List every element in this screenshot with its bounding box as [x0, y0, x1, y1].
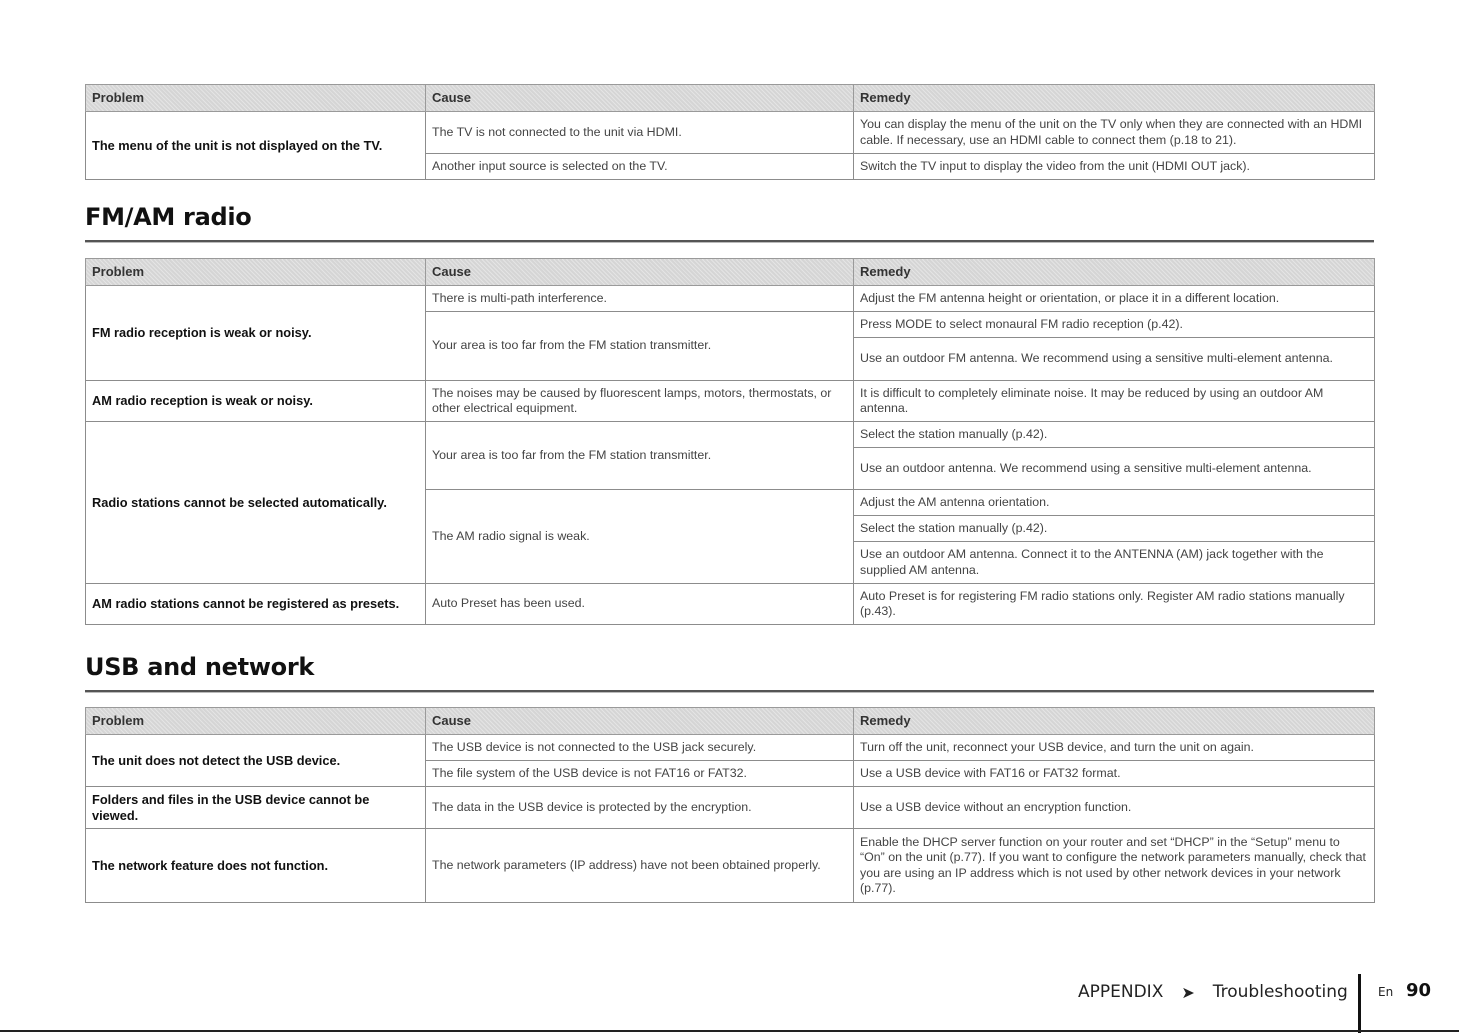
- problem-cell: Radio stations cannot be selected automatically.: [86, 422, 426, 584]
- problem-cell: The menu of the unit is not displayed on the TV.: [86, 112, 426, 180]
- cause-cell: The network parameters (IP address) have not been obtained properly.: [426, 829, 854, 903]
- remedy-cell: Turn off the unit, reconnect your USB device, and turn the unit on again.: [854, 735, 1375, 761]
- cause-cell: There is multi-path interference.: [426, 286, 854, 312]
- remedy-cell: Adjust the FM antenna height or orientation, or place it in a different location.: [854, 286, 1375, 312]
- footer-divider: [1358, 974, 1361, 1033]
- page-footer-breadcrumb: [1078, 980, 1348, 1004]
- remedy-cell: Select the station manually (p.42).: [854, 516, 1375, 542]
- cause-cell: The AM radio signal is weak.: [426, 490, 854, 584]
- problem-header: Problem: [86, 85, 426, 112]
- problem-header: Problem: [86, 259, 426, 286]
- remedy-cell: Adjust the AM antenna orientation.: [854, 490, 1375, 516]
- footer-section-label: APPENDIX: [1078, 982, 1164, 1002]
- problem-cell: The network feature does not function.: [86, 829, 426, 903]
- remedy-cell: Enable the DHCP server function on your router and set “DHCP” in the “Setup” menu to “On” on the unit (p.77). If you want to configure the network parameters manually, check that you are using an IP address which is not used by other network devices in your network (p.77).: [854, 829, 1375, 903]
- problem-cell: FM radio reception is weak or noisy.: [86, 286, 426, 381]
- section-title-fm-am-radio: FM/AM radio: [85, 203, 252, 231]
- cause-cell: Another input source is selected on the TV.: [426, 154, 854, 180]
- section-divider: [85, 240, 1374, 243]
- remedy-header: Remedy: [854, 708, 1375, 735]
- page-bottom-rule: [0, 1030, 1459, 1032]
- remedy-header: Remedy: [854, 85, 1375, 112]
- remedy-cell: It is difficult to completely eliminate noise. It may be reduced by using an outdoor AM antenna.: [854, 381, 1375, 422]
- cause-header: Cause: [426, 259, 854, 286]
- remedy-cell: Select the station manually (p.42).: [854, 422, 1375, 448]
- language-code: En: [1378, 985, 1394, 999]
- remedy-cell: Use a USB device without an encryption function.: [854, 787, 1375, 829]
- section-title-usb-network: USB and network: [85, 653, 315, 681]
- fm-am-troubleshooting-table: [85, 258, 1375, 625]
- cause-cell: The USB device is not connected to the USB jack securely.: [426, 735, 854, 761]
- remedy-cell: Use an outdoor antenna. We recommend using a sensitive multi-element antenna.: [854, 448, 1375, 490]
- problem-cell: AM radio reception is weak or noisy.: [86, 381, 426, 422]
- cause-header: Cause: [426, 708, 854, 735]
- cause-cell: The noises may be caused by fluorescent lamps, motors, thermostats, or other electrical equipment.: [426, 381, 854, 422]
- remedy-cell: Use an outdoor AM antenna. Connect it to the ANTENNA (AM) jack together with the supplied AM antenna.: [854, 542, 1375, 584]
- footer-page-title: Troubleshooting: [1212, 982, 1348, 1002]
- problem-cell: AM radio stations cannot be registered as presets.: [86, 584, 426, 625]
- cause-cell: Your area is too far from the FM station transmitter.: [426, 312, 854, 381]
- problem-cell: The unit does not detect the USB device.: [86, 735, 426, 787]
- usb-network-troubleshooting-table: [85, 707, 1375, 903]
- cause-cell: The TV is not connected to the unit via HDMI.: [426, 112, 854, 154]
- problem-header: Problem: [86, 708, 426, 735]
- cause-cell: The file system of the USB device is not FAT16 or FAT32.: [426, 761, 854, 787]
- remedy-cell: Use an outdoor FM antenna. We recommend using a sensitive multi-element antenna.: [854, 338, 1375, 381]
- problem-cell: Folders and files in the USB device cannot be viewed.: [86, 787, 426, 829]
- tv-menu-troubleshooting-table: [85, 84, 1375, 180]
- arrow-right-icon: ➤: [1181, 982, 1195, 1002]
- remedy-cell: Use a USB device with FAT16 or FAT32 format.: [854, 761, 1375, 787]
- cause-cell: The data in the USB device is protected by the encryption.: [426, 787, 854, 829]
- cause-cell: Auto Preset has been used.: [426, 584, 854, 625]
- cause-cell: Your area is too far from the FM station transmitter.: [426, 422, 854, 490]
- remedy-cell: Press MODE to select monaural FM radio reception (p.42).: [854, 312, 1375, 338]
- remedy-cell: You can display the menu of the unit on the TV only when they are connected with an HDMI cable. If necessary, use an HDMI cable to connect them (p.18 to 21).: [854, 112, 1375, 154]
- section-divider: [85, 690, 1374, 693]
- remedy-header: Remedy: [854, 259, 1375, 286]
- remedy-cell: Switch the TV input to display the video from the unit (HDMI OUT jack).: [854, 154, 1375, 180]
- cause-header: Cause: [426, 85, 854, 112]
- page-number: 90: [1406, 980, 1432, 1001]
- remedy-cell: Auto Preset is for registering FM radio stations only. Register AM radio stations manually (p.43).: [854, 584, 1375, 625]
